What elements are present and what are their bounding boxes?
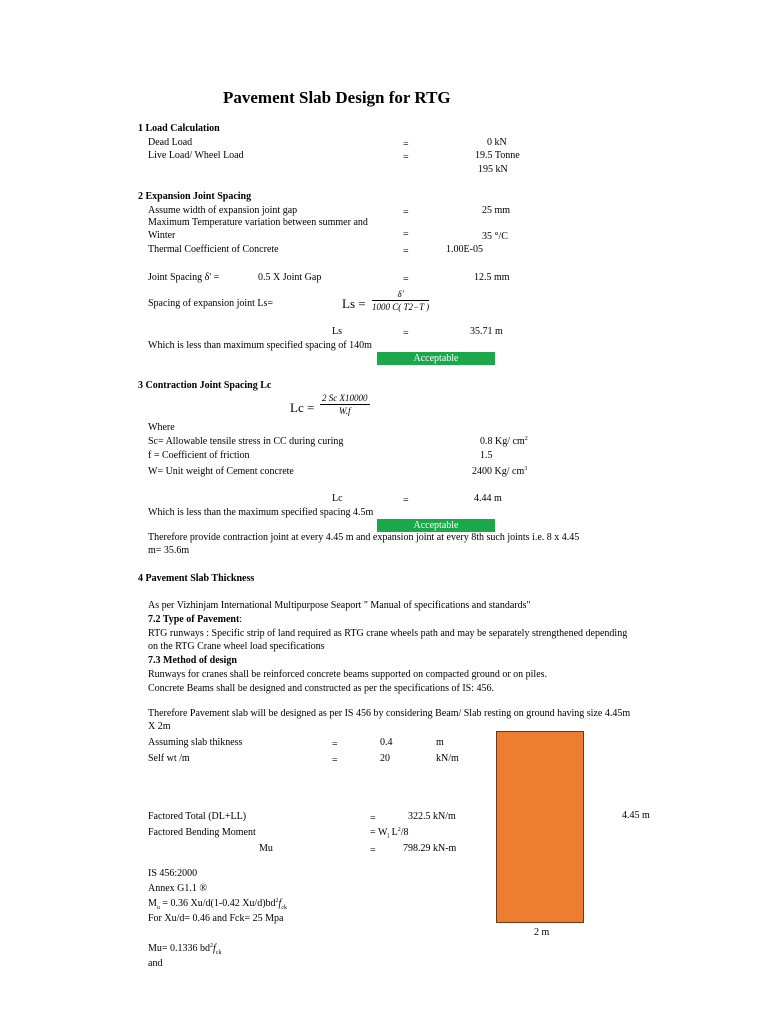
slab-thickness-label: Assuming slab thikness [148,737,243,748]
subsection-7-3-text-1: Runways for cranes shall be reinforced concrete beams supported on compacted ground or on piles. [148,669,548,680]
lc-formula-lhs: Lc = [290,400,315,415]
friction-label: f = Coefficient of friction [148,450,250,461]
ls-note: Which is less than maximum specified spacing of 140m [148,340,372,351]
dead-load-equals: = [403,139,409,150]
conclusion-line-2: m= 35.6m [148,545,190,556]
self-weight-value: 20 [380,753,390,764]
slab-thickness-unit: m [436,737,444,748]
dead-load-value: 0 kN [487,137,507,148]
dead-load-label: Dead Load [148,137,193,148]
live-load-label: Live Load/ Wheel Load [148,150,244,161]
temp-variation-equals: = [403,229,409,240]
ls-formula-denominator: 1000 C( T2−T ) [372,302,430,312]
section-4-heading: 4 Pavement Slab Thickness [138,573,255,584]
xu-d-condition: For Xu/d= 0.46 and Fck= 25 Mpa [148,913,284,924]
factored-total-label: Factored Total (DL+LL) [148,811,247,822]
and-text: and [148,958,163,969]
live-load-equals: = [403,152,409,163]
factored-total-equals: = [370,813,376,824]
self-weight-label: Self wt /m [148,753,190,764]
joint-gap-equals: = [403,207,409,218]
design-note-1: Therefore Pavement slab will be designed as per IS 456 by considering Beam/ Slab resting on ground having size 4.45m [148,708,631,719]
temp-variation-label-1: Maximum Temperature variation between summer and [148,217,368,228]
joint-gap-value: 25 mm [482,205,511,216]
live-load-kn: 195 kN [478,164,508,175]
lc-formula-fraction [320,393,370,416]
self-weight-unit: kN/m [436,753,459,764]
joint-spacing-formula: 0.5 X Joint Gap [258,272,322,283]
ls-name: Ls [332,326,342,337]
ls-equals: = [403,328,409,339]
mu-value: 798.29 kN-m [403,843,457,854]
thermal-coeff-equals: = [403,246,409,257]
ls-formula-numerator: δ' [372,289,429,301]
temp-variation-label-2: Winter [148,230,176,241]
slab-thickness-equals: = [332,739,338,750]
sc-label: Sc= Allowable tensile stress in CC during curing [148,436,344,447]
section-1-heading: 1 Load Calculation [138,123,220,134]
unit-weight-label: W= Unit weight of Cement concrete [148,466,294,477]
joint-spacing-equals: = [403,274,409,285]
slab-thickness-value: 0.4 [380,737,393,748]
where-label: Where [148,422,175,433]
live-load-value: 19.5 Tonne [475,150,520,161]
code-reference: IS 456:2000 [148,868,198,879]
lc-formula-numerator: 2 Sc X10000 [322,393,368,403]
section-2-heading: 2 Expansion Joint Spacing [138,191,252,202]
unit-weight-value: 2400 Kg/ $cm^3$ [472,466,528,477]
ls-status-badge: Acceptable [377,352,495,365]
lc-value: 4.44 m [474,493,502,504]
annex-reference: Annex G1.1 ® [148,883,207,894]
friction-value: 1.5 [480,450,493,461]
lc-status-badge: Acceptable [377,519,495,532]
section-3-heading: 3 Contraction Joint Spacing Lc [138,380,272,391]
ls-value: 35.71 m [470,326,503,337]
subsection-7-2-text-1: RTG runways : Specific strip of land required as RTG crane wheels path and may be separately strengthened depending [148,628,628,639]
ls-label: Spacing of expansion joint Ls= [148,298,274,309]
design-note-2: X 2m [148,721,171,732]
lc-note: Which is less than the maximum specified spacing 4.5m [148,507,374,518]
slab-diagram-rectangle [496,731,584,923]
joint-spacing-value: 12.5 mm [474,272,510,283]
slab-width-dimension: 2 m [534,927,550,938]
slab-length-dimension: 4.45 m [622,810,650,821]
joint-gap-label: Assume width of expansion joint gap [148,205,298,216]
mu-equation: $M_u = 0.36$ Xu/d(1-0.42 $Xu/d)bd^2f_{ck}$ [148,898,287,911]
subsection-7-2-text-2: on the RTG Crane wheel load specifications [148,641,325,652]
factored-bm-label: Factored Bending Moment [148,827,256,838]
factored-bm-formula: = $W_l$ $L^2/8$ [370,827,409,840]
thermal-coeff-value: 1.00E-05 [446,244,483,255]
subsection-7-3-title: 7.3 Method of design [148,655,237,666]
page-title: Pavement Slab Design for RTG [223,88,451,107]
mu-name: Mu [259,843,273,854]
subsection-7-3-text-2: Concrete Beams shall be designed and constructed as per the specifications of IS: 456. [148,683,495,694]
lc-formula-denominator: W.f [339,406,351,416]
mu-equals: = [370,845,376,856]
sc-value: 0.8 Kg/ $cm^2$ [480,436,528,447]
conclusion-line-1: Therefore provide contraction joint at every 4.45 m and expansion joint at every 8th such joints i.e. 8 x 4.45 [148,532,580,543]
temp-variation-value: 35 °/C [482,231,508,242]
manual-reference: As per Vizhinjam International Multipurpose Seaport " Manual of specifications and standards" [148,600,531,611]
self-weight-equals: = [332,755,338,766]
joint-spacing-label: Joint Spacing δ' = [148,272,220,283]
subsection-7-2-title: 7.2 Type of Pavement: [148,614,243,625]
factored-total-value: 322.5 kN/m [408,811,456,822]
ls-formula-fraction [372,289,429,312]
lc-name: Lc [332,493,343,504]
thermal-coeff-label: Thermal Coefficient of Concrete [148,244,279,255]
ls-formula-lhs: Ls = [342,296,366,311]
lc-equals: = [403,495,409,506]
mu-simplified-equation: Mu= 0.1336 $bd^2f_{ck}$ [148,943,222,956]
